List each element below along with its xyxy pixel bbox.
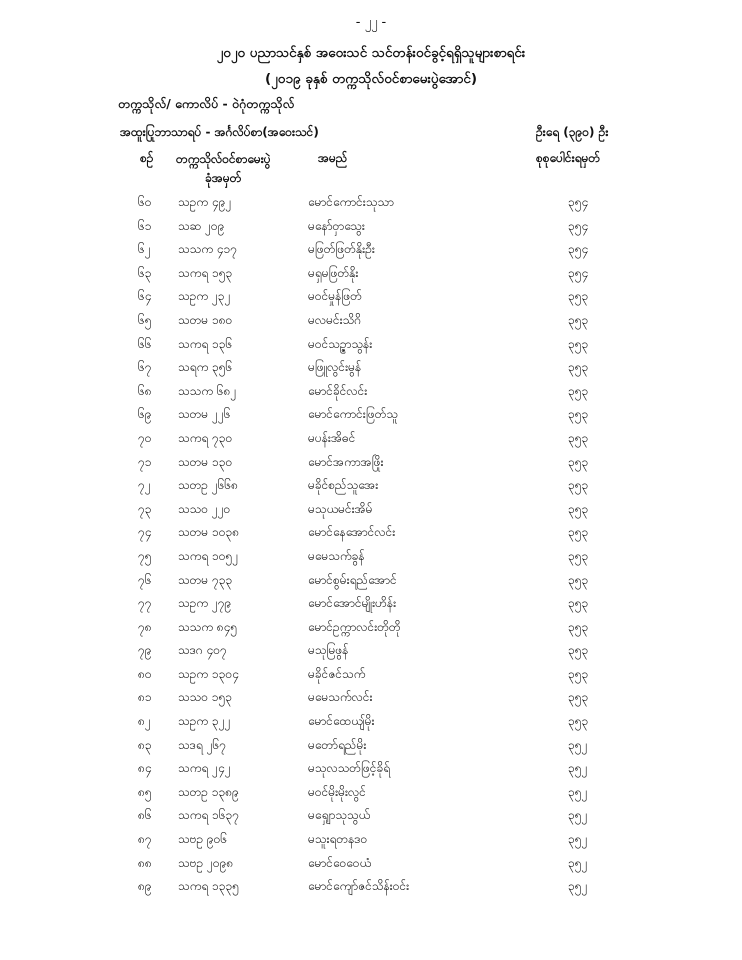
table-row	[0, 831, 742, 855]
student-name: မဝင်သဥ္ဇာသွန်း	[308, 336, 373, 351]
row-number: ၈၇	[138, 832, 152, 847]
roll-number: သဆ ၂၀၉	[178, 218, 225, 233]
roll-number: သတမ ၂၂၆	[178, 407, 231, 422]
student-name: မောင်အကာအဖြိုး	[308, 454, 384, 469]
roll-number: သသဝ ၂၂၀	[178, 501, 231, 516]
roll-number: သဥက ၂၃၂	[178, 289, 231, 304]
roll-number: သတမ ၇၃၃	[178, 572, 233, 587]
roll-number: သဥက ၄၉၂	[178, 195, 232, 209]
total-marks: ၃၅၂	[568, 808, 588, 823]
roll-number: သဒဂ ၄၀၇	[178, 643, 227, 658]
major-subject-line: အထူးပြုဘာသာရပ် - အင်္ဂလိပ်စာ(အဝေးသင်)	[120, 125, 319, 139]
table-row	[0, 807, 742, 831]
row-number: ၆၁	[138, 218, 152, 233]
row-number: ၇၀	[138, 430, 152, 445]
total-marks: ၃၅၃	[568, 478, 589, 493]
col-header-roll-line2: ခုံအမှတ်	[205, 171, 242, 185]
table-row	[0, 713, 742, 737]
total-marks: ၃၅၄	[568, 265, 589, 280]
row-number: ၇၉	[138, 643, 152, 658]
row-number: ၆၃	[138, 265, 152, 280]
total-marks: ၃၅၃	[568, 407, 589, 422]
total-marks: ၃၅၂	[568, 832, 588, 847]
total-marks: ၃၅၃	[568, 548, 589, 563]
row-number: ၈၉	[138, 879, 152, 894]
student-name: မရှမဖြတ်နိုး	[308, 265, 359, 280]
roll-number: သကရ ၁၃၆	[178, 336, 233, 351]
total-marks: ၃၅၄	[568, 195, 589, 209]
student-name: မောင်ကောင်းဖြတ်သူ	[308, 407, 399, 422]
col-header-marks: စုစုပေါင်းရမှတ်	[536, 151, 601, 165]
table-row	[0, 359, 742, 383]
roll-number: သသဝ ၁၅၃	[178, 690, 233, 705]
table-row	[0, 430, 742, 454]
total-marks: ၃၅၃	[568, 690, 589, 705]
row-number: ၈၂	[138, 714, 151, 729]
student-name: မောင်ထေယျ်မိုး	[308, 714, 375, 729]
roll-number: သတမ ၁၀၃၈	[178, 525, 240, 540]
total-marks: ၃၅၃	[568, 714, 589, 729]
total-marks: ၃၅၃	[568, 643, 589, 658]
total-marks: ၃၅၂	[568, 737, 588, 752]
table-row	[0, 666, 742, 690]
student-name: မသုမြဖွန်	[308, 643, 349, 658]
student-name: မောင်ဝေဝေယံ	[308, 855, 372, 870]
total-marks: ၃၅၃	[568, 289, 589, 304]
total-count: ဦးရေ (၃၉၀) ဦး	[536, 125, 609, 139]
student-name: မရျှောသုသွယ်	[308, 808, 371, 823]
roll-number: သကရ ၁၃၃၅	[178, 879, 240, 894]
roll-number: သကရ ၁၀၅၂	[178, 548, 239, 563]
roll-number: သသက ၆၈၂	[178, 383, 237, 398]
table-row	[0, 336, 742, 360]
total-marks: ၃၅၂	[568, 761, 588, 776]
results-table	[0, 194, 742, 902]
row-number: ၇၅	[138, 548, 152, 563]
col-header-no: စဉ်	[140, 151, 154, 165]
row-number: ၇၁	[138, 454, 152, 469]
table-row	[0, 501, 742, 525]
row-number: ၆၇	[138, 360, 152, 375]
total-marks: ၃၅၂	[568, 784, 588, 799]
student-name: မသုလသတ်ဖြင့်ခိုရ်	[308, 761, 391, 776]
row-number: ၈၈	[138, 855, 152, 870]
row-number: ၇၄	[138, 525, 152, 540]
roll-number: သကရ ၇၃၀	[178, 430, 233, 445]
table-row	[0, 524, 742, 548]
table-row	[0, 288, 742, 312]
row-number: ၇၆	[138, 572, 152, 587]
table-row	[0, 619, 742, 643]
col-header-roll-line1: တက္ကသိုလ်ဝင်စာမေးပွဲ	[176, 152, 271, 166]
student-name: မခိုင်စည်သူအေး	[308, 478, 379, 493]
table-row	[0, 406, 742, 430]
row-number: ၆၉	[138, 407, 152, 422]
col-header-roll	[176, 150, 271, 188]
total-marks: ၃၅၃	[568, 360, 589, 375]
table-row	[0, 265, 742, 289]
table-row	[0, 689, 742, 713]
row-number: ၆၆	[138, 336, 152, 351]
row-number: ၈၅	[138, 784, 152, 799]
roll-number: သတမ ၁၃၀	[178, 454, 233, 469]
total-marks: ၃၅၂	[568, 855, 588, 870]
student-name: မမေသက်ခွန်	[308, 548, 365, 563]
student-name: မောင်ခိုင်လင်း	[308, 383, 368, 398]
row-number: ၇၂	[138, 478, 151, 493]
total-marks: ၃၅၃	[568, 336, 589, 351]
student-name: မောင်နေအောင်လင်း	[308, 525, 396, 540]
table-row	[0, 383, 742, 407]
student-name: မသူးရတနဒ၀	[308, 832, 368, 847]
total-marks: ၃၅၂	[568, 879, 588, 894]
table-row	[0, 760, 742, 784]
row-number: ၇၈	[138, 619, 152, 634]
row-number: ၈၁	[138, 690, 152, 705]
table-row	[0, 595, 742, 619]
row-number: ၆၀	[138, 195, 152, 209]
table-row	[0, 642, 742, 666]
total-marks: ၃၅၃	[568, 430, 589, 445]
document-title: ၂၀၂၀ ပညာသင်နှစ် အဝေးသင် သင်တန်းဝင်ခွင့်ရရှိသူများစာရင်း	[216, 45, 526, 61]
table-row	[0, 312, 742, 336]
row-number: ၆၂	[138, 242, 151, 257]
table-row	[0, 737, 742, 761]
table-row	[0, 548, 742, 572]
row-number: ၆၄	[138, 289, 152, 304]
row-number: ၈၄	[138, 761, 152, 776]
table-row	[0, 241, 742, 265]
roll-number: သကရ ၁၅၃	[178, 265, 233, 280]
student-name: မဝင်မိုးမိုးလွင်	[308, 784, 366, 799]
table-row	[0, 194, 742, 218]
roll-number: သဒရ ၂၆၇	[178, 737, 226, 752]
total-marks: ၃၅၃	[568, 454, 589, 469]
row-number: ၈၃	[138, 737, 152, 752]
student-name: မသုယမင်းအိမ်	[308, 501, 373, 516]
total-marks: ၃၅၃	[568, 596, 589, 611]
table-row	[0, 855, 742, 879]
student-name: မပန်းအိဓင်	[308, 430, 356, 445]
student-name: မောင်ကျော်ဇင်သိန်းဝင်း	[308, 879, 410, 894]
col-header-name: အမည်	[318, 151, 348, 165]
table-row	[0, 878, 742, 902]
student-name: မခိုင်ဇင်သက်	[308, 666, 366, 681]
total-marks: ၃၅၄	[568, 242, 589, 257]
total-marks: ၃၅၃	[568, 572, 589, 587]
roll-number: သဥက ၃၂၂	[178, 714, 231, 729]
student-name: မောင်စွမ်းရည်အောင်	[308, 572, 397, 587]
row-number: ၆၅	[138, 312, 152, 327]
student-name: မဖြူလွင်းမွန်	[308, 360, 362, 375]
roll-number: သဥက ၂၇၉	[178, 596, 232, 611]
roll-number: သသက ၈၄၅	[178, 619, 238, 634]
table-row	[0, 784, 742, 808]
student-name: မောင်ဥက္ကာလင်းတိုတို	[308, 619, 401, 634]
student-name: မမေသက်လင်း	[308, 690, 373, 705]
student-name: မတော်ရည်မိုး	[308, 737, 367, 752]
total-marks: ၃၅၃	[568, 312, 589, 327]
row-number: ၈၆	[138, 808, 152, 823]
table-row	[0, 454, 742, 478]
roll-number: သရက ၃၅၆	[178, 360, 233, 375]
table-row	[0, 218, 742, 242]
total-marks: ၃၅၃	[568, 619, 589, 634]
row-number: ၈၀	[138, 666, 152, 681]
roll-number: သကရ ၁၆၃၇	[178, 808, 240, 823]
roll-number: သဗဥ ၉၀၆	[178, 832, 228, 847]
student-name: မဝင်မှုန်ဖြတ်	[308, 289, 362, 304]
student-name: မနော်ဝှာသွေး	[308, 218, 365, 233]
total-marks: ၃၅၃	[568, 383, 589, 398]
page-number: - ၂၂ -	[355, 15, 387, 30]
table-row	[0, 572, 742, 596]
university-line: တက္ကသိုလ်/ ကောလိပ် - ဝဲဂုံတက္ကသိုလ်	[118, 96, 295, 111]
student-name: မောင်ကောင်းသုသာ	[308, 195, 394, 209]
document-subtitle: (၂၀၁၉ ခုနှစ် တက္ကသိုလ်ဝင်စာမေးပွဲအောင်)	[265, 71, 477, 87]
roll-number: သကရ ၂၄၂	[178, 761, 231, 776]
total-marks: ၃၅၃	[568, 501, 589, 516]
row-number: ၆၈	[138, 383, 152, 398]
roll-number: သဗဥ ၂၀၉၈	[178, 855, 234, 870]
row-number: ၇၇	[138, 596, 152, 611]
student-name: မဖြတ်ဖြတ်နိုးဦး	[308, 242, 375, 257]
student-name: မလမင်းသိဂိ	[308, 312, 362, 327]
roll-number: သတဥ ၂၆၆၈	[178, 478, 239, 493]
table-row	[0, 477, 742, 501]
roll-number: သသက ၄၁၇	[178, 242, 238, 257]
roll-number: သဥက ၁၃၀၄	[178, 666, 239, 681]
total-marks: ၃၅၄	[568, 218, 589, 233]
row-number: ၇၃	[138, 501, 152, 516]
roll-number: သတဥ ၁၃၈၉	[178, 784, 239, 799]
roll-number: သတမ ၁၈၀	[178, 312, 233, 327]
student-name: မောင်အောင်မျိုးဟိန်း	[308, 596, 397, 611]
total-marks: ၃၅၃	[568, 525, 589, 540]
total-marks: ၃၅၃	[568, 666, 589, 681]
